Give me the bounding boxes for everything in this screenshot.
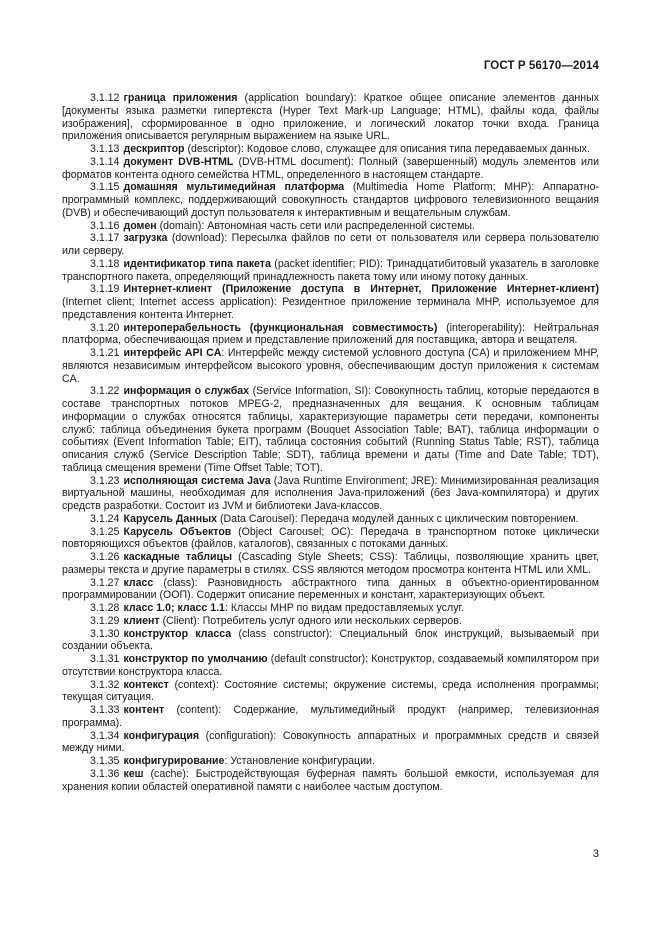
definition-text: (Cascading Style Sheets; CSS): Таблицы, позволяющие хранить цвет, размеры текста и другие параметры в стилях. CSS являются методом просмотра контента HTML или XML. (62, 551, 599, 576)
definition-text: (class): Разновидность абстрактного типа данных в объектно-ориентированном программировании (ООП). Содержит описание переменных и констант, характеризующих объект. (62, 576, 599, 602)
definition-text: (Data Carousel): Передача модулей данных с циклическим повторением. (217, 512, 579, 525)
clause-number: 3.1.24 (90, 512, 120, 525)
clause-number: 3.1.33 (90, 704, 120, 716)
definition-text: (context): Состояние системы; окружение системы, среда исполнения программы; текущая ситуация. (62, 678, 599, 704)
clause-number: 3.1.36 (90, 767, 120, 780)
clause-number: 3.1.29 (90, 614, 120, 627)
clause-number: 3.1.22 (90, 385, 120, 398)
definition-text: (Internet client; Internet access application): Резидентное приложение терминала MHP, используемое для представления контента Интернет. (62, 296, 599, 321)
definition-entry (62, 220, 599, 233)
term: класс (123, 576, 154, 589)
clause-number: 3.1.17 (90, 232, 120, 245)
term: загрузка (123, 232, 168, 245)
definition-text: (Multimedia Home Platform; MHP): Аппаратно-программный комплекс, поддерживающий совокупность стандартов цифрового телевизионного вещания (DVB) и обеспечивающий доступ пользователя к интерактивным и вещательным службам. (62, 181, 599, 219)
definition-entry (62, 628, 599, 654)
clause-number: 3.1.14 (90, 155, 120, 168)
definition-text: (Service Information, SI): Совокупность таблиц, которые передаются в составе транспортных потоков MPEG-2, предназначенных для вещания. К основным таблицам информации о службах относятся таблицы, характеризующие параметры сети передачи, компоненты служб: таблица объединения букета программ (Bouquet Association Table; BAT), таблица информации о событиях (Event Information Table; EIT), таблица состояния событий (Running Status Table; RST), таблица описания служб (Service Description Table; SDT), таблица времени и даты (Time and Date Table; TDT), таблица смещения времени (Time Offset Table; TOT). (62, 385, 599, 474)
term: дескриптор (123, 143, 185, 155)
clause-number: 3.1.25 (90, 525, 120, 538)
clause-number: 3.1.16 (90, 219, 120, 232)
term: контент (123, 704, 165, 716)
definition-entry (62, 347, 599, 385)
definition-text: (content): Содержание, мультимедийный продукт (например, телевизионная программа). (62, 704, 599, 729)
term: информация о службах (123, 385, 250, 398)
definition-entry (62, 258, 599, 284)
definition-entry (62, 768, 599, 794)
definition-entry (62, 156, 599, 182)
term: каскадные таблицы (123, 551, 233, 563)
definition-text: : Интерфейс между системой условного доступа (CA) и приложением MHP, являются независимым интерфейсом высокого уровня, обеспечивающим доступ приложения к системам CA. (62, 347, 599, 385)
definition-text: (packet identifier; PID): Тринадцатибитовый указатель в заголовке транспортного пакета, определяющий принадлежность пакета тому или иному потоку данных. (62, 257, 599, 283)
clause-number: 3.1.30 (90, 627, 120, 640)
definition-entry (62, 513, 599, 526)
clause-number: 3.1.32 (90, 678, 120, 691)
definition-text: (download): Пересылка файлов по сети от пользователя или сервера пользователю или серверу. (62, 232, 599, 257)
definition-entry (62, 181, 599, 219)
definition-entry (62, 322, 599, 348)
definition-entry (62, 551, 599, 577)
definition-text: (cache): Быстродействующая буферная память большой емкости, используемая для хранения копии областей оперативной памяти с наиболее частым доступом. (62, 767, 599, 793)
definition-entry (62, 653, 599, 679)
definition-text: (class constructor): Специальный блок инструкций, вызываемый при создании объекта. (62, 627, 599, 653)
term: Интернет-клиент (Приложение доступа в Интернет, Приложение Интернет-клиент) (123, 283, 599, 296)
term: домашняя мультимедийная платформа (123, 181, 345, 194)
definitions-list (62, 92, 599, 793)
definition-text: (domain): Автономная часть сети или распределенной системы. (156, 219, 475, 232)
term: Карусель Данных (123, 512, 218, 525)
clause-number: 3.1.19 (90, 283, 120, 296)
document-code: ГОСТ Р 56170—2014 (483, 60, 599, 72)
clause-number: 3.1.13 (90, 143, 120, 155)
term: интероперабельность (функциональная совместимость) (123, 321, 438, 334)
clause-number: 3.1.23 (90, 474, 120, 487)
definition-entry (62, 283, 599, 321)
term: конфигурация (123, 729, 200, 742)
definition-entry (62, 526, 599, 552)
term: документ DVB-HTML (123, 155, 234, 168)
definition-text: (default constructor): Конструктор, создаваемый компилятором при отсутствии конструктора класса. (62, 653, 599, 678)
definition-entry (62, 475, 599, 513)
definition-entry (62, 704, 599, 730)
clause-number: 3.1.21 (90, 347, 120, 359)
definition-entry (62, 679, 599, 705)
definition-entry (62, 232, 599, 258)
term: кеш (123, 767, 144, 780)
clause-number: 3.1.18 (90, 257, 120, 270)
term: домен (123, 219, 157, 232)
definition-text: (application boundary): Краткое общее описание элементов данных [документы языка разметки гипертекста (Hyper Text Mark-up Language; HTML), файлы кода, файлы изображения], сформированное в одно приложение, и логический локатор точки входа. Граница приложения описывается регулярным выражением на языке URL. (62, 92, 600, 143)
clause-number: 3.1.27 (90, 576, 120, 589)
clause-number: 3.1.12 (90, 92, 120, 104)
term: идентификатор типа пакета (123, 257, 271, 270)
page-number: 3 (592, 848, 599, 860)
clause-number: 3.1.34 (90, 729, 120, 742)
term: интерфейс API CA (123, 347, 222, 359)
definition-entry (62, 92, 599, 143)
definition-text: (interoperability): Нейтральная платформа, обеспечивающая прием и представление приложений для поставщика, автора и вещателя. (62, 321, 599, 347)
clause-number: 3.1.28 (90, 602, 120, 614)
term: клиент (123, 614, 160, 627)
clause-number: 3.1.20 (90, 321, 120, 334)
definition-entry (62, 602, 599, 615)
term: конфигурирование (123, 755, 225, 767)
term: конструктор по умолчанию (123, 653, 268, 665)
definition-text: (DVB-HTML document): Полный (завершенный) модуль элементов или форматов контента одного семейства HTML, определенного в настоящем стандарте. (62, 155, 599, 181)
clause-number: 3.1.35 (90, 755, 120, 767)
definition-entry (62, 615, 599, 628)
definition-entry (62, 385, 599, 474)
definition-text: : Классы MHP по видам предоставляемых услуг. (224, 602, 465, 614)
definition-text: (Object Carousel; OC): Передача в транспортном потоке циклически повторяющихся объектов (файлов, каталогов), связанных с потоками данных. (62, 525, 599, 551)
definition-entry (62, 143, 599, 156)
term: конструктор класса (123, 627, 232, 640)
clause-number: 3.1.31 (90, 653, 120, 665)
definition-text: (Client): Потребитель услуг одного или нескольких серверов. (159, 614, 462, 627)
definition-text: : Установление конфигурации. (224, 755, 375, 767)
term: класс 1.0; класс 1.1 (123, 602, 225, 614)
clause-number: 3.1.26 (90, 551, 120, 563)
definition-text: (Java Runtime Environment; JRE): Минимизированная реализация виртуальной машины, необходимая для исполнения Java-приложений (без Java-компилятора) и других средств разработки. Состоит из JVM и библиотеки Java-классов. (62, 474, 599, 512)
definition-text: (configuration): Совокупность аппаратных и программных средств и связей между ними. (62, 729, 599, 755)
definition-text: (descriptor): Кодовое слово, служащее для описания типа передаваемых данных. (184, 143, 590, 155)
clause-number: 3.1.15 (90, 181, 120, 194)
term: граница приложения (123, 92, 238, 104)
definition-entry (62, 730, 599, 756)
term: контекст (123, 678, 169, 691)
term: Карусель Объектов (123, 525, 232, 538)
definition-entry (62, 755, 599, 768)
term: исполняющая система Java (123, 474, 271, 487)
definition-entry (62, 577, 599, 603)
